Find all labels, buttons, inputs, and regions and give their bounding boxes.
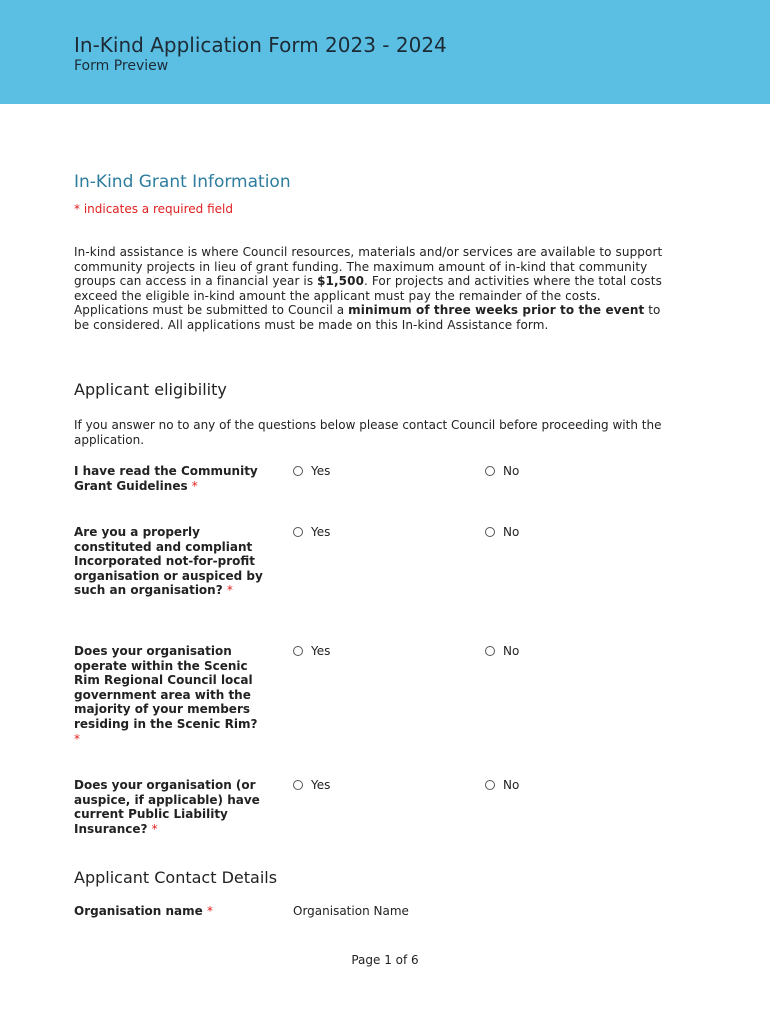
required-note: * indicates a required field	[74, 202, 233, 216]
page-number: Page 1 of 6	[351, 953, 419, 967]
question-3-label	[74, 644, 264, 746]
intro-deadline: minimum of three weeks prior to the event	[348, 303, 645, 318]
question-4-no-option[interactable]	[485, 778, 519, 792]
required-marker: *	[151, 821, 158, 836]
question-4-label	[74, 778, 264, 836]
intro-text-2: . For projects and activities where the total costs exceed the eligible in-kind amount the applicant must pay the remainder of the costs. Applications must be submitted to Council a	[74, 274, 662, 318]
grant-info-title: In-Kind Grant Information	[74, 172, 291, 192]
required-marker: *	[74, 731, 80, 746]
question-4-text: Does your organisation (or auspice, if applicable) have current Public Liability Insurance?	[74, 778, 260, 836]
contact-details-title: Applicant Contact Details	[74, 868, 278, 887]
form-title: In-Kind Application Form 2023 - 2024	[74, 33, 447, 57]
radio-icon[interactable]	[485, 466, 495, 476]
intro-amount: $1,500	[317, 274, 365, 289]
organisation-name-label	[74, 904, 213, 918]
question-1-no-option[interactable]	[485, 464, 519, 478]
question-2-no-option[interactable]	[485, 525, 519, 539]
radio-icon[interactable]	[485, 646, 495, 656]
yes-label: Yes	[311, 644, 331, 658]
radio-icon[interactable]	[293, 527, 303, 537]
question-1-label	[74, 464, 264, 493]
yes-label: Yes	[311, 464, 331, 478]
required-marker: *	[226, 583, 233, 598]
eligibility-note: If you answer no to any of the questions below please contact Council before proceeding with the application.	[74, 418, 662, 447]
question-3-yes-option[interactable]	[293, 644, 330, 658]
radio-icon[interactable]	[485, 780, 495, 790]
organisation-name-field[interactable]: Organisation Name	[293, 904, 409, 918]
radio-icon[interactable]	[293, 780, 303, 790]
question-1-text: I have read the Community Grant Guidelines	[74, 464, 258, 493]
organisation-name-label-text: Organisation name	[74, 904, 203, 918]
no-label: No	[503, 464, 520, 478]
page-header	[0, 0, 770, 104]
yes-label: Yes	[311, 778, 331, 792]
required-marker: *	[207, 904, 213, 918]
eligibility-title: Applicant eligibility	[74, 380, 227, 399]
question-4-yes-option[interactable]	[293, 778, 330, 792]
question-2-text: Are you a properly constituted and compliant Incorporated not-for-profit organisation or auspiced by such an organisation?	[74, 525, 263, 598]
question-2-label	[74, 525, 264, 598]
question-1-yes-option[interactable]	[293, 464, 330, 478]
no-label: No	[503, 644, 520, 658]
yes-label: Yes	[311, 525, 331, 539]
required-marker: *	[191, 478, 198, 493]
form-subtitle: Form Preview	[74, 58, 169, 74]
intro-paragraph	[74, 245, 674, 333]
question-2-yes-option[interactable]	[293, 525, 330, 539]
radio-icon[interactable]	[293, 646, 303, 656]
radio-icon[interactable]	[485, 527, 495, 537]
intro-text-1: In-kind assistance is where Council resources, materials and/or services are available to support community projects in lieu of grant funding. The maximum amount of in-kind that community groups can access in a financial year is	[74, 245, 663, 289]
question-3-text: Does your organisation operate within the Scenic Rim Regional Council local government area with the majority of your members residing in the Scenic Rim?	[74, 644, 258, 731]
no-label: No	[503, 525, 520, 539]
radio-icon[interactable]	[293, 466, 303, 476]
no-label: No	[503, 778, 520, 792]
intro-text-3: to be considered. All applications must be made on this In-kind Assistance form.	[74, 303, 661, 332]
question-3-no-option[interactable]	[485, 644, 519, 658]
